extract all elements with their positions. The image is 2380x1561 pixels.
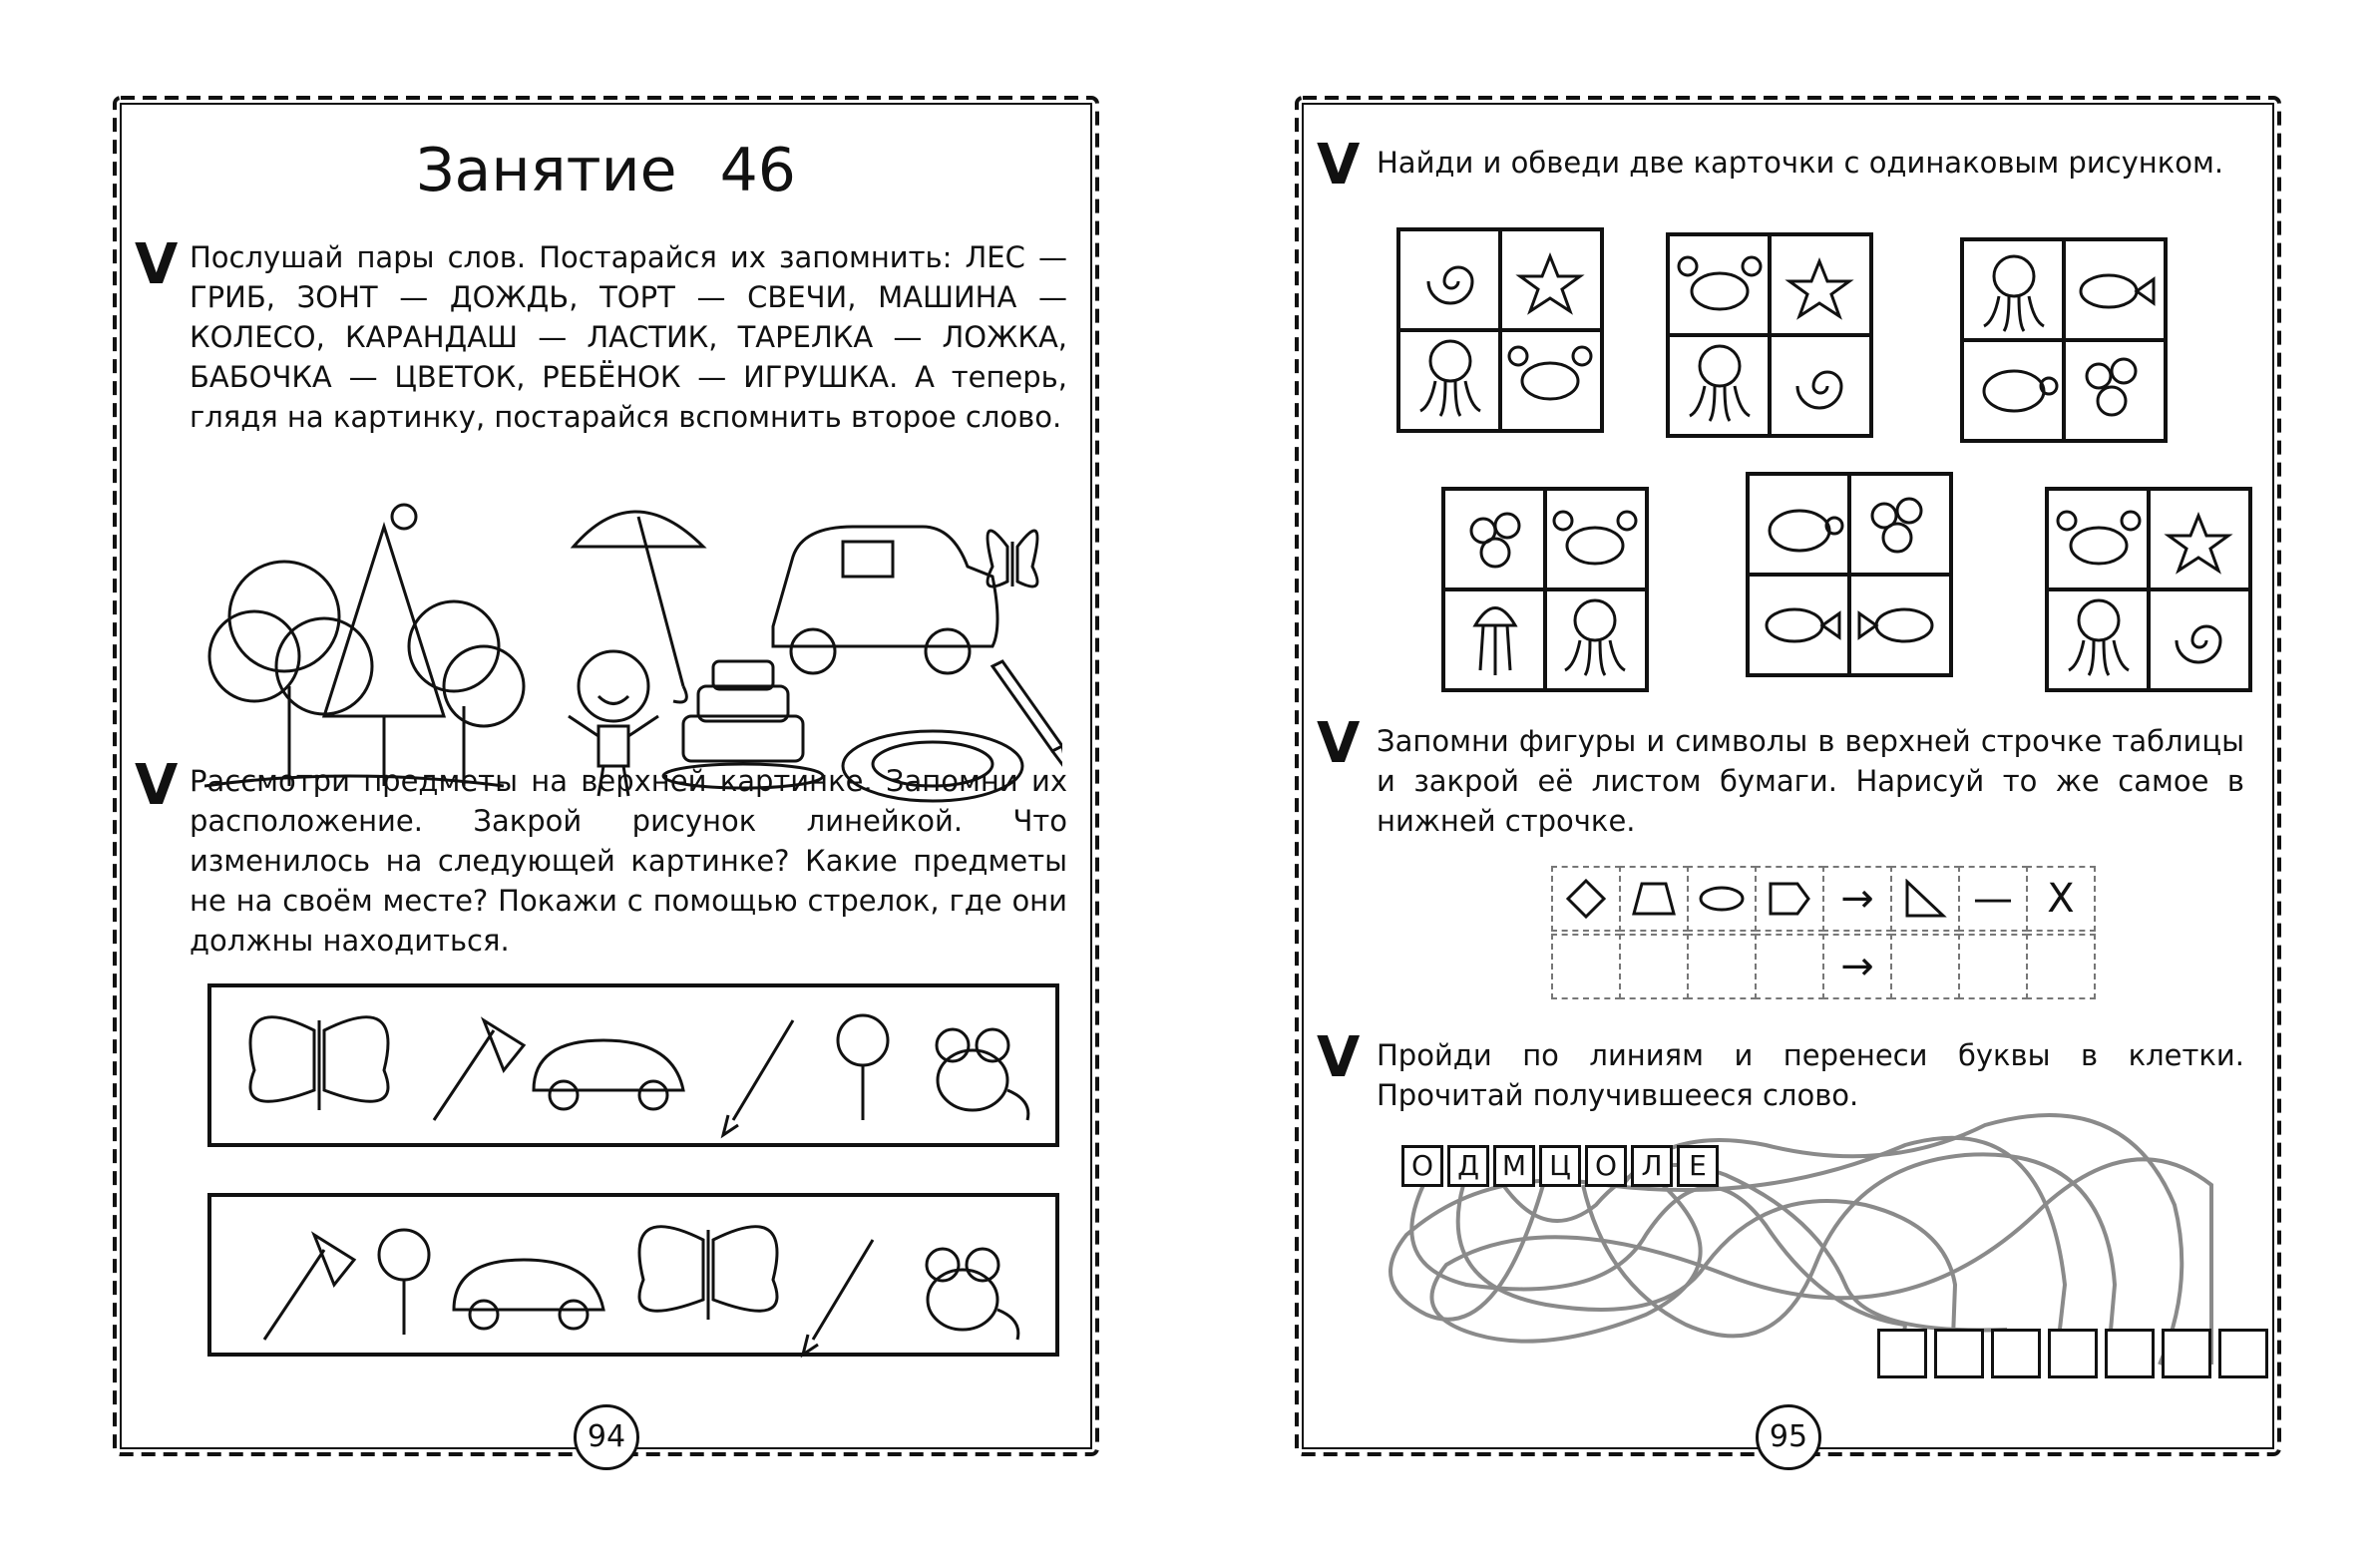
empty-cell[interactable] [2026, 934, 2096, 999]
letter-box: Д [1447, 1145, 1489, 1187]
empty-cell[interactable] [1687, 934, 1757, 999]
arrow-symbol: → [1822, 934, 1892, 999]
task-find-cards-text: Найди и обведи две карточки с одинаковым рисунком. [1377, 146, 2224, 180]
task-remember-symbols [1377, 721, 2244, 841]
card-1[interactable] [1396, 227, 1604, 433]
coral-icon [1872, 499, 1921, 552]
task-objects-position [190, 761, 1067, 961]
lesson-title: Занятие 46 [416, 136, 796, 205]
card-2[interactable] [1666, 232, 1873, 438]
symbols-bottom-row [1551, 934, 2094, 999]
answer-box[interactable] [2218, 1329, 2268, 1378]
empty-cell[interactable] [1619, 934, 1689, 999]
shell-icon [1797, 372, 1841, 408]
diamond-icon [1566, 879, 1606, 919]
left-page [105, 88, 1107, 1464]
symbol-cell [1890, 866, 1960, 932]
task-find-cards [1377, 143, 2244, 183]
empty-cell[interactable] [1551, 934, 1621, 999]
task-word-pairs-text: Послушай пары слов. Постарайся их запомнить: ЛЕС — ГРИБ, ЗОНТ — ДОЖДЬ, ТОРТ — СВЕЧИ, МАШИНА — КОЛЕСО, КАРАНДАШ — ЛАСТИК, ТАРЕЛКА — ЛОЖКА, БАБОЧКА — ЦВЕТОК, РЕБЁНОК — ИГРУШКА. А теперь, глядя на картинку, постарайся вспомнить второе слово. [190, 240, 1067, 434]
coral-icon [2087, 359, 2136, 415]
starfish-icon [1520, 256, 1580, 311]
empty-cell[interactable] [1890, 934, 1960, 999]
starfish-icon [1789, 261, 1849, 316]
symbol-cell [1619, 866, 1689, 932]
right-page [1287, 88, 2289, 1464]
trapezoid-icon [1632, 881, 1676, 917]
check-mark-icon: V [1317, 711, 1361, 776]
crab-icon [1554, 512, 1636, 564]
octopus-icon [1984, 256, 2044, 331]
task-remember-symbols-text: Запомни фигуры и символы в верхней строчке таблицы и закрой её листом бумаги. Нарисуй то же самое в нижней строчке. [1377, 724, 2244, 838]
ellipse-icon [1698, 884, 1746, 914]
x-symbol: X [2026, 866, 2096, 932]
empty-cell[interactable] [1755, 934, 1824, 999]
car-icon [773, 527, 997, 673]
empty-cell[interactable] [1958, 934, 2028, 999]
answer-box[interactable] [2162, 1329, 2211, 1378]
shell-icon [2177, 626, 2220, 662]
card-6[interactable] [2045, 487, 2252, 692]
umbrella-icon [574, 512, 703, 702]
answer-box[interactable] [2105, 1329, 2155, 1378]
octopus-icon [1690, 346, 1750, 421]
symbol-cell [1755, 866, 1824, 932]
crab-icon [1679, 257, 1761, 309]
pencil-icon [992, 661, 1062, 771]
answer-box[interactable] [2048, 1329, 2098, 1378]
fish-icon [1767, 609, 1839, 641]
letter-box: Е [1677, 1145, 1719, 1187]
page-number: 94 [574, 1404, 639, 1470]
symbol-cell [1551, 866, 1621, 932]
mouse-icon [937, 1029, 1028, 1120]
butterfly-icon [639, 1227, 777, 1320]
pentagon-icon [1768, 881, 1811, 917]
symbols-top-row [1551, 866, 2094, 932]
coral-icon [1471, 514, 1519, 567]
answer-box[interactable] [1877, 1329, 1927, 1378]
letter-box: Ц [1539, 1145, 1581, 1187]
check-mark-icon: V [135, 753, 179, 818]
fish-icon [2081, 275, 2154, 307]
brush-icon [723, 1020, 793, 1135]
car-icon [454, 1260, 603, 1329]
fork-icon [264, 1235, 354, 1340]
answer-box[interactable] [1991, 1329, 2041, 1378]
butterfly-icon [988, 531, 1037, 586]
car-icon [534, 1040, 683, 1109]
mouse-icon [927, 1249, 1018, 1340]
object-strips [204, 980, 1062, 1360]
crab-icon [2058, 512, 2140, 564]
turtle-icon [1770, 511, 1842, 551]
right-triangle-icon [1903, 879, 1947, 919]
card-3[interactable] [1960, 237, 2168, 443]
fork-icon [434, 1020, 524, 1120]
letter-box: Л [1631, 1145, 1673, 1187]
card-5[interactable] [1746, 472, 1953, 677]
forest-icon [204, 505, 524, 786]
jellyfish-icon [1475, 608, 1515, 676]
octopus-icon [2069, 600, 2129, 675]
page-number: 95 [1756, 1404, 1821, 1470]
flower-icon [838, 1015, 888, 1120]
letter-box: О [1401, 1145, 1443, 1187]
card-4[interactable] [1441, 487, 1649, 692]
check-mark-icon: V [1317, 133, 1361, 197]
task-follow-lines-text: Пройди по линиям и перенеси буквы в клетки. Прочитай получившееся слово. [1377, 1038, 2244, 1112]
arrow-symbol: → [1822, 866, 1892, 932]
symbol-cell [1687, 866, 1757, 932]
shell-icon [1428, 267, 1472, 303]
octopus-icon [1420, 341, 1480, 416]
octopus-icon [1565, 600, 1625, 675]
turtle-icon [1984, 371, 2057, 411]
butterfly-icon [250, 1017, 388, 1110]
task-objects-position-text: Рассмотри предметы на верхней картинке. Запомни их расположение. Закрой рисунок линейкой. Что изменилось на следующей картинке? Какие предметы не на своём месте? Покажи с помощью стрелок, где они должны находиться. [190, 764, 1067, 958]
top-strip [209, 985, 1057, 1145]
crab-icon [1509, 347, 1591, 399]
flower-icon [379, 1230, 429, 1335]
check-mark-icon: V [135, 232, 179, 297]
starfish-icon [2169, 516, 2228, 571]
answer-box[interactable] [1934, 1329, 1984, 1378]
letter-box: О [1585, 1145, 1627, 1187]
answer-boxes [1877, 1329, 2275, 1378]
check-mark-icon: V [1317, 1025, 1361, 1090]
brush-icon [803, 1240, 873, 1355]
letter-box: М [1493, 1145, 1535, 1187]
fish-icon [1859, 609, 1932, 641]
dash-symbol: — [1958, 866, 2028, 932]
letters-row [1401, 1145, 1723, 1187]
task-word-pairs [190, 237, 1067, 437]
